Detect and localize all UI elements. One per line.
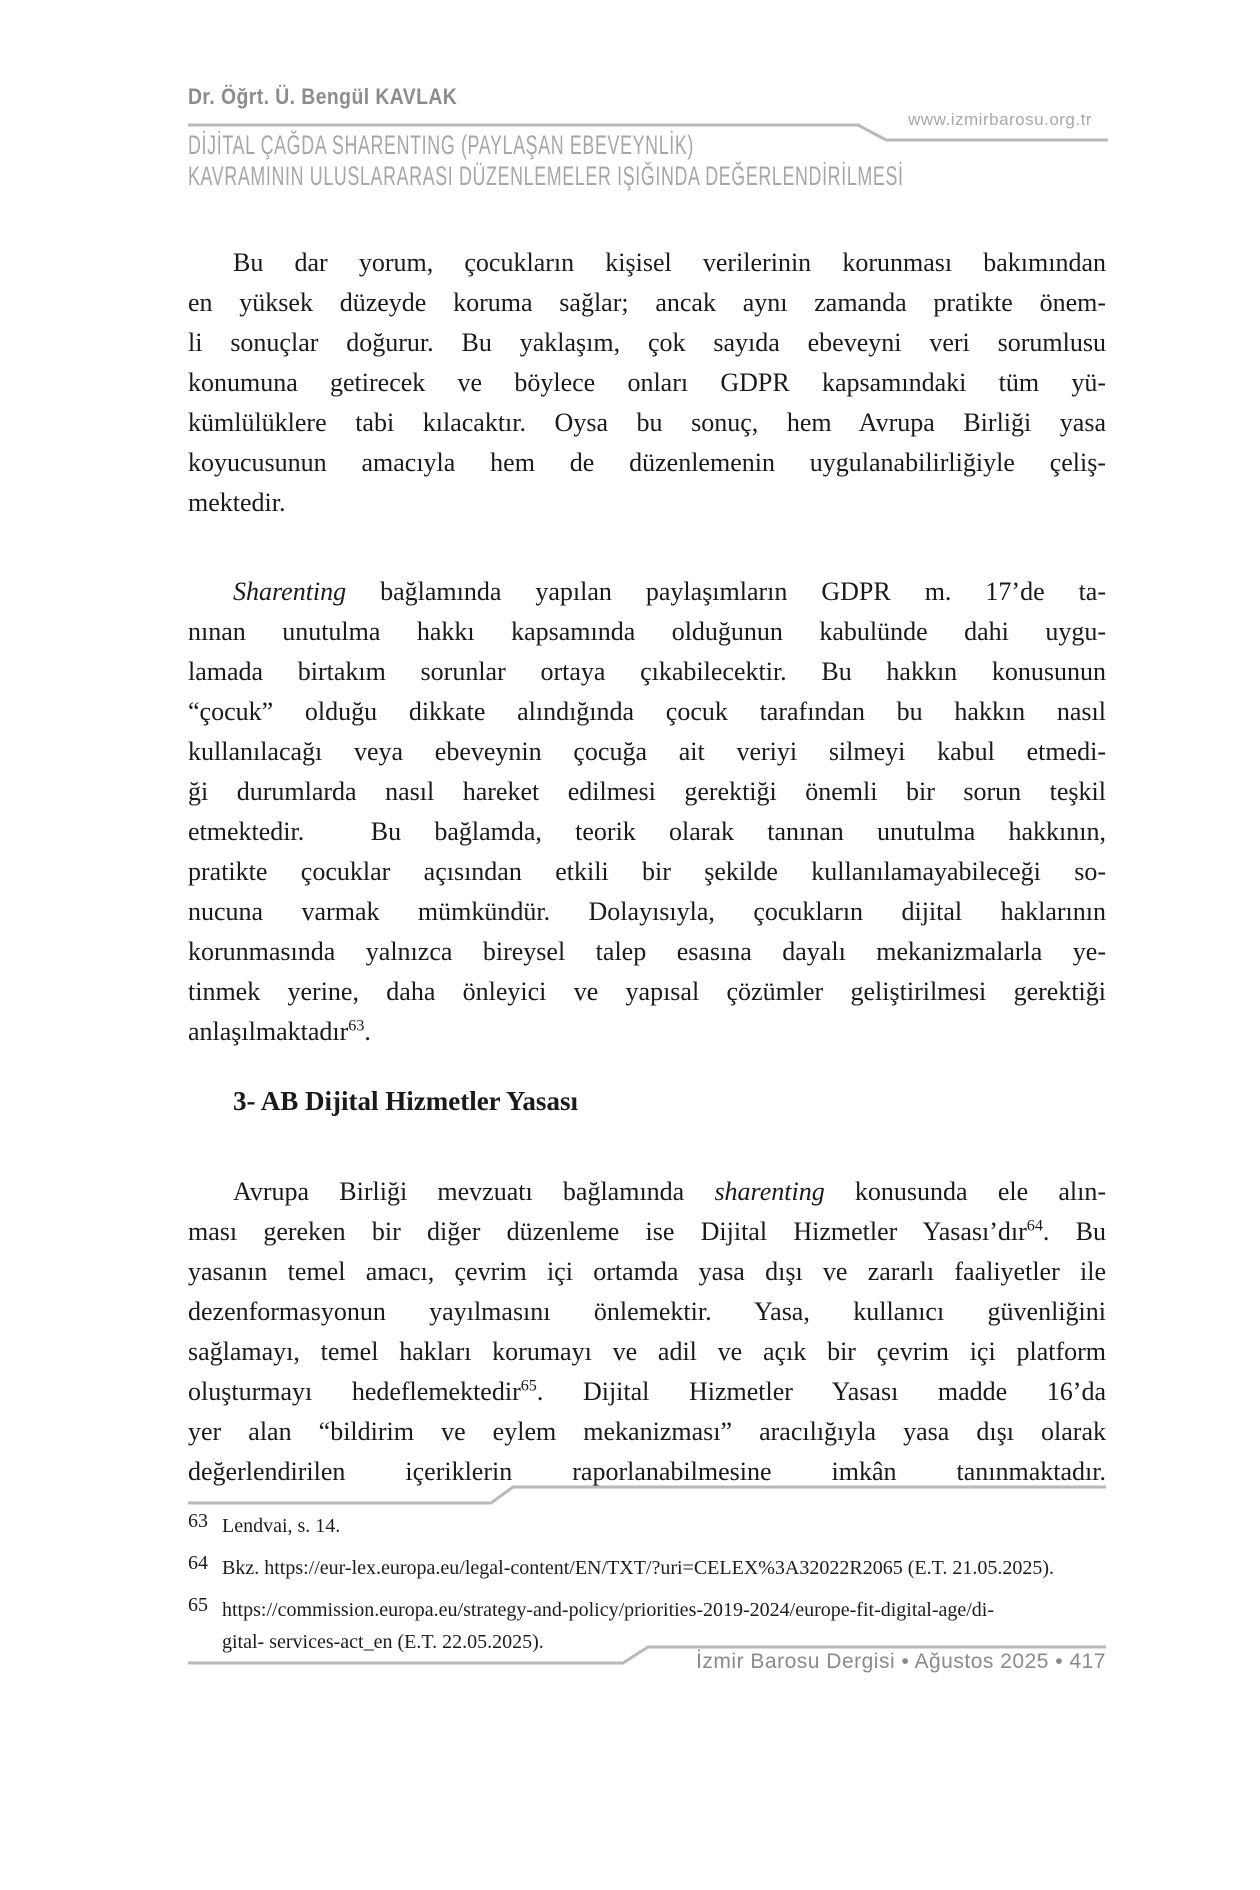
text-run: Sharenting [233,577,347,606]
text-run: tinmek yerine, daha önleyici ve yapısal çözümler geliştirilmesi gerektiği [188,977,1106,1006]
text-line [188,652,1106,692]
text-run: nucuna varmak mümkündür. Dolayısıyla, çocukların dijital haklarının [188,897,1106,926]
footnote-number: 64 [188,1552,208,1574]
text-line [188,932,1106,972]
text-line [188,972,1106,1012]
footnote-number: 65 [188,1594,208,1616]
text-line [188,772,1106,812]
text-run: pratikte çocuklar açısından etkili bir şekilde kullanılamayabileceği so- [188,857,1106,886]
footnote-text: Lendvai, s. 14. [222,1515,341,1537]
text-line [188,1252,1106,1292]
article-title-line-2: KAVRAMININ ULUSLARARASI DÜZENLEMELER IŞIĞINDA DEĞERLENDİRİLMESİ [188,161,904,191]
text-line [188,1332,1106,1372]
text-run: yasanın temel amacı, çevrim içi ortamda yasa dışı ve zararlı faaliyetler ile [188,1257,1106,1286]
text-run: sağlamayı, temel hakları korumayı ve adil ve açık bir çevrim içi platform [188,1337,1106,1366]
text-line [188,852,1106,892]
text-run: etmektedir. Bu bağlamda, teorik olarak tanınan unutulma hakkının, [188,817,1106,846]
website-url: www.izmirbarosu.org.tr [908,110,1092,129]
text-line [188,443,1106,483]
text-run: koyucusunun amacıyla hem de düzenlemenin uygulanabilirliğiyle çeliş- [188,448,1106,477]
text-run: konumuna getirecek ve böylece onları GDPR kapsamındaki tüm yü- [188,368,1106,397]
text-run: bağlamında yapılan paylaşımların GDPR m. 17’de ta- [346,577,1106,606]
text-run: ması gereken bir diğer düzenleme ise Dijital Hizmetler Yasası’dır [188,1217,1027,1246]
text-line [188,403,1106,443]
text-run: Avrupa Birliği mevzuatı bağlamında [233,1177,715,1206]
text-run: li sonuçlar doğurur. Bu yaklaşım, çok sayıda ebeveyni veri sorumlusu [188,328,1106,357]
footnote-text: https://commission.europa.eu/strategy-and-policy/priorities-2019-2024/europe-fit-digital-age/di- [222,1599,995,1621]
text-line [188,323,1106,363]
section-heading: 3- AB Dijital Hizmetler Yasası [233,1086,578,1116]
text-line [188,732,1106,772]
text-run: . Bu [1042,1217,1106,1246]
text-line [188,892,1106,932]
text-run: sharenting [714,1177,825,1206]
text-run: değerlendirilen içeriklerin raporlanabilmesine imkân tanınmaktadır. [188,1457,1106,1486]
text-run: en yüksek düzeyde koruma sağlar; ancak aynı zamanda pratikte önem- [188,288,1106,317]
text-run: mektedir. [188,488,286,517]
text-run: Bu dar yorum, çocukların kişisel verilerinin korunması bakımından [233,248,1106,277]
text-run: anlaşılmaktadır [188,1017,349,1046]
text-line [188,1212,1106,1252]
text-line [188,572,1106,612]
paragraph-3 [188,1172,1106,1492]
text-run: yer alan “bildirim ve eylem mekanizması” aracılığıyla yasa dışı olarak [188,1417,1106,1446]
text-run: oluşturmayı hedeflemektedir [188,1377,521,1406]
text-run: lamada birtakım sorunlar ortaya çıkabilecektir. Bu hakkın konusunun [188,657,1106,686]
text-line [188,243,1106,283]
text-line [188,1292,1106,1332]
text-line [188,1412,1106,1452]
text-run: kümlülüklere tabi kılacaktır. Oysa bu sonuç, hem Avrupa Birliği yasa [188,408,1106,437]
footnote-reference: 63 [348,1017,365,1035]
text-run: nınan unutulma hakkı kapsamında olduğunun kabulünde dahi uygu- [188,617,1106,646]
text-run: korunmasında yalnızca bireysel talep esasına dayalı mekanizmalarla ye- [188,937,1106,966]
text-run: ği durumlarda nasıl hareket edilmesi gerektiği önemli bir sorun teşkil [188,777,1106,806]
text-run: dezenformasyonun yayılmasını önlemektir. Yasa, kullanıcı güvenliğini [188,1297,1106,1326]
footnote-separator-line [186,1480,1111,1508]
footnote [188,1552,1118,1584]
text-line [188,692,1106,732]
footnote-number: 63 [188,1510,208,1532]
text-run: konusunda ele alın- [824,1177,1106,1206]
text-line [188,483,1106,523]
text-line [188,363,1106,403]
text-line [188,612,1106,652]
text-line [188,1012,1106,1052]
text-run: . [364,1017,371,1046]
footnote-text: gital- services-act_en (E.T. 22.05.2025). [222,1631,544,1653]
paragraph-2 [188,572,1106,1052]
text-run: kullanılacağı veya ebeveynin çocuğa ait veriyi silmeyi kabul etmedi- [188,737,1106,766]
text-line [188,283,1106,323]
footnote [188,1510,1118,1542]
text-line [188,812,1106,852]
text-run: “çocuk” olduğu dikkate alındığında çocuk tarafından bu hakkın nasıl [188,697,1106,726]
footnote-reference: 64 [1026,1217,1043,1235]
text-line [188,1172,1106,1212]
text-line [188,1372,1106,1412]
footnote-reference: 65 [520,1377,537,1395]
text-run: . Dijital Hizmetler Yasası madde 16’da [536,1377,1106,1406]
author-name: Dr. Öğrt. Ü. Bengül KAVLAK [188,84,458,109]
paragraph-1 [188,243,1106,523]
article-title-line-1: DİJİTAL ÇAĞDA SHARENTING (PAYLAŞAN EBEVEYNLİK) [188,130,695,160]
footnote-text: Bkz. https://eur-lex.europa.eu/legal-content/EN/TXT/?uri=CELEX%3A32022R2065 (E.T. 21.05.2025). [222,1557,1054,1579]
page-footer: İzmir Barosu Dergisi • Ağustos 2025 • 417 [696,1650,1106,1673]
